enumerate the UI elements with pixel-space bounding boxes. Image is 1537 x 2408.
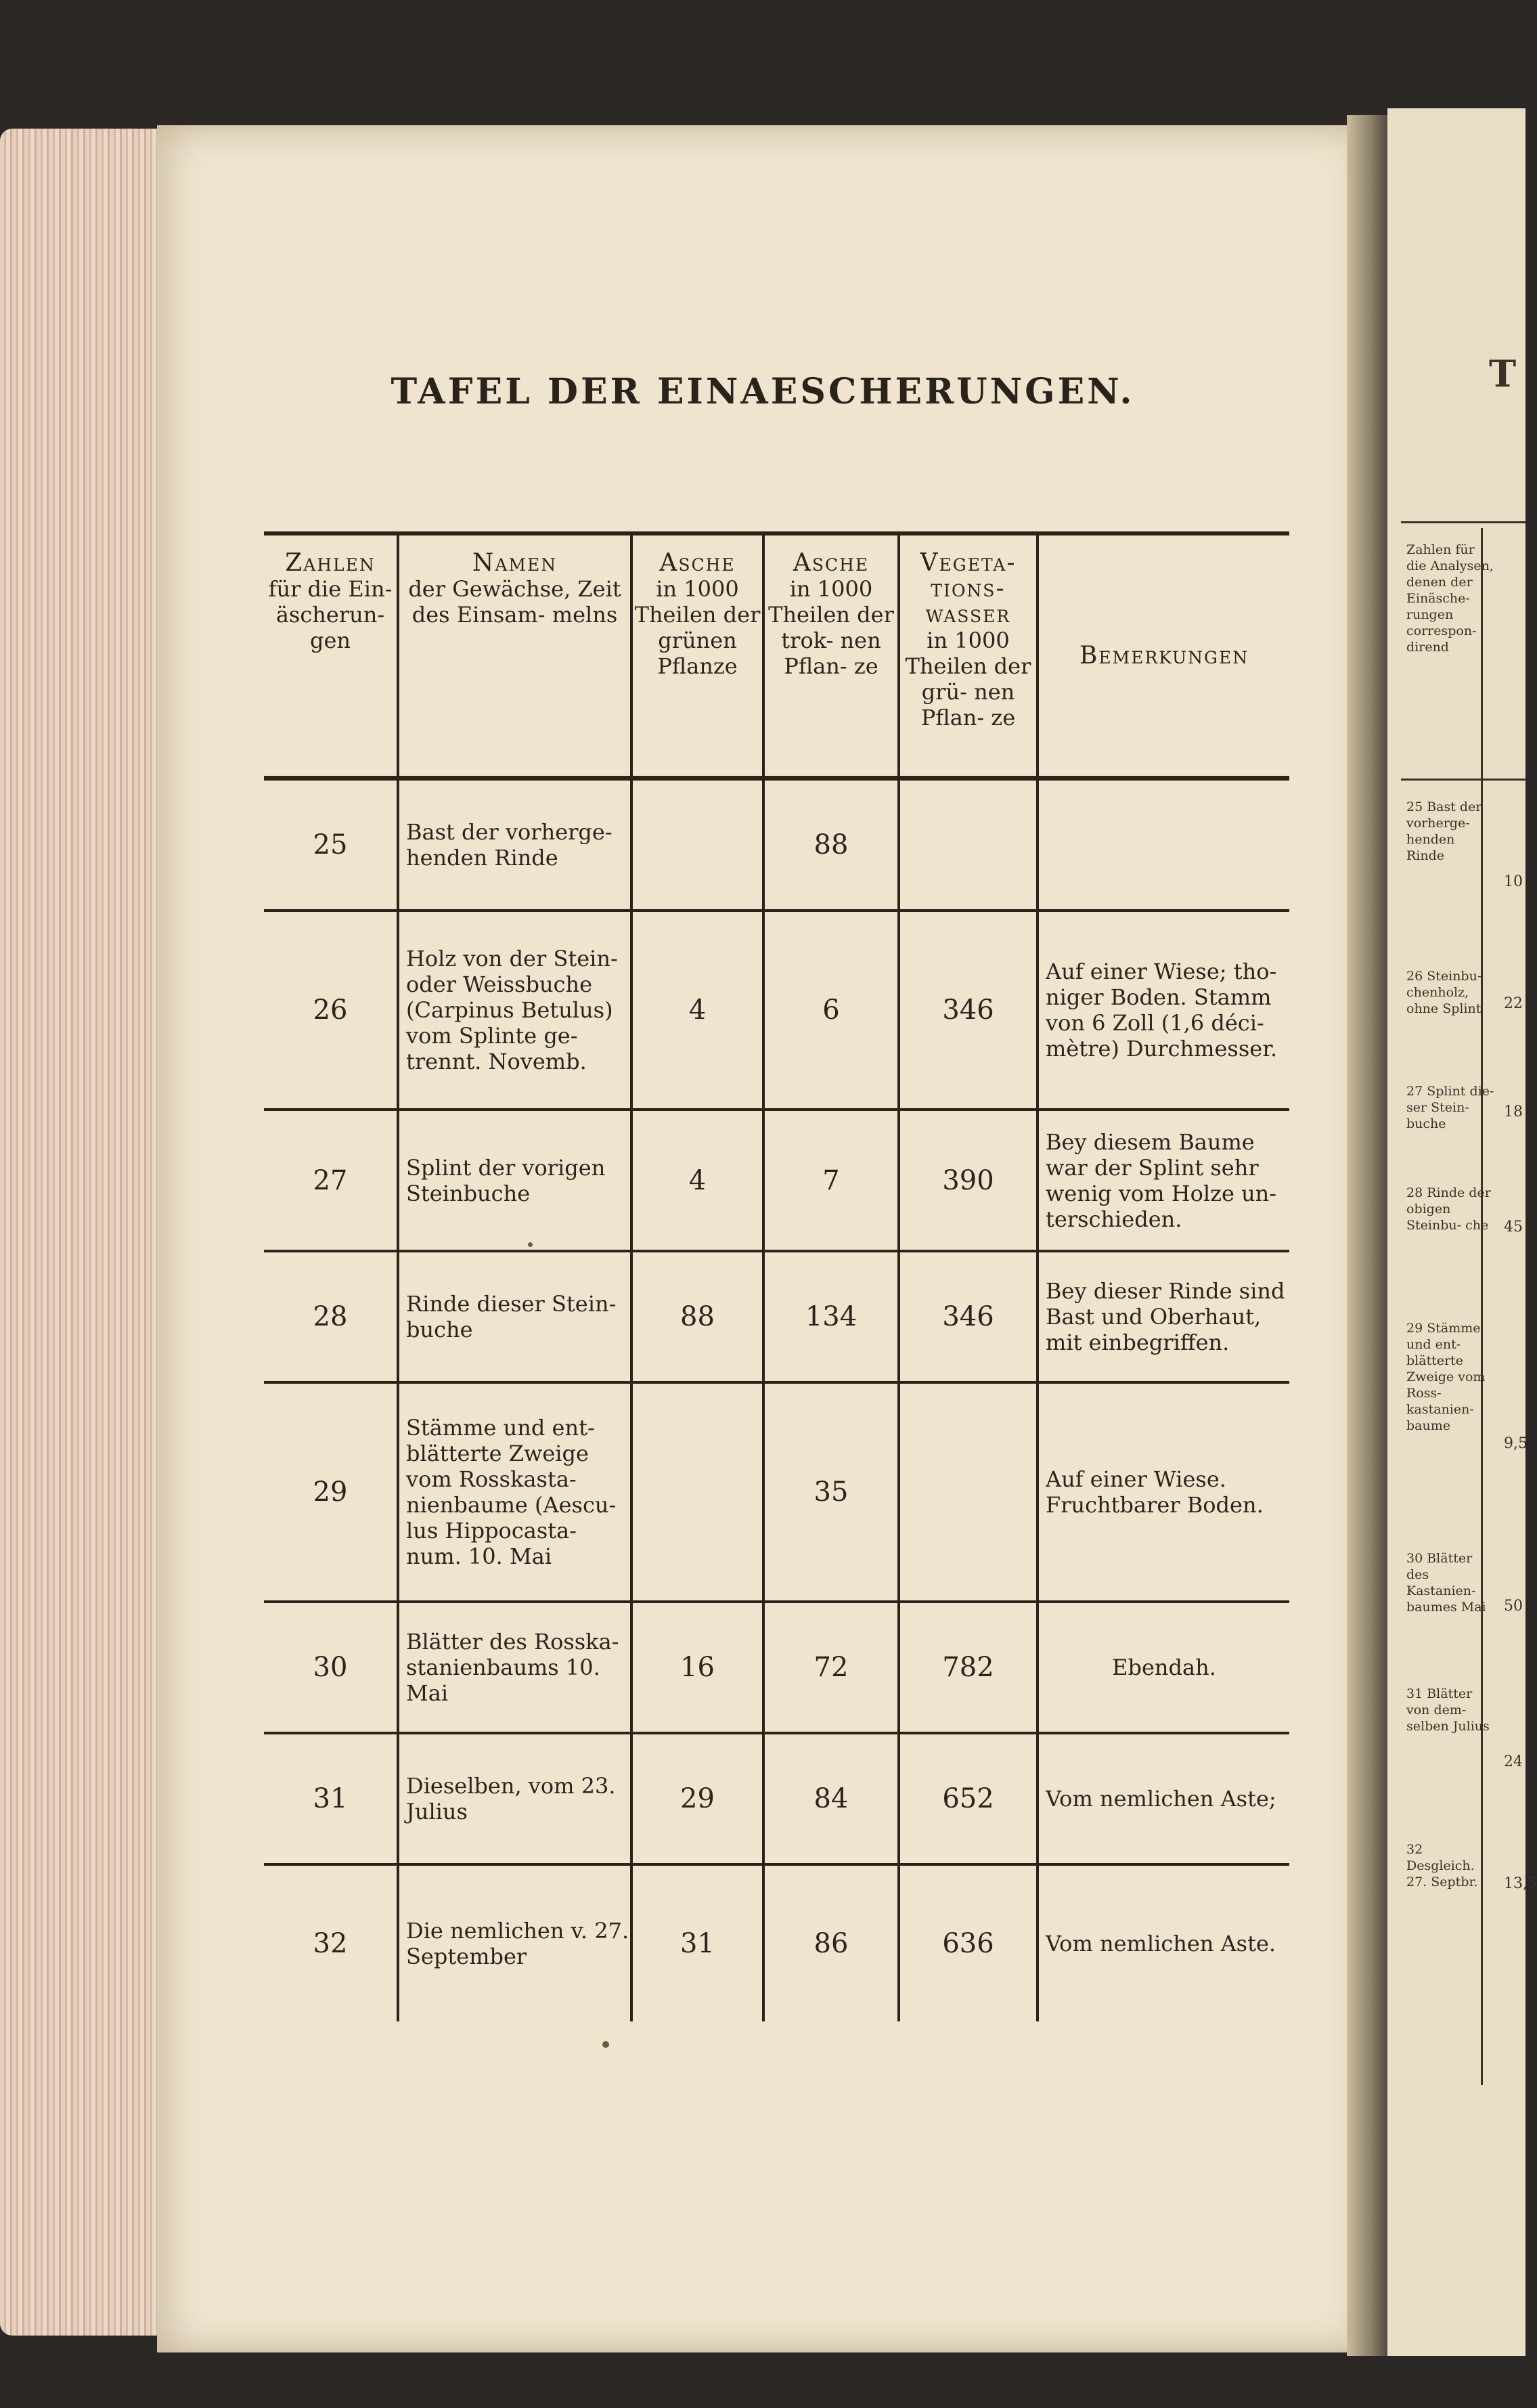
table-row [264, 1252, 1289, 1384]
next-page-fragment [1387, 108, 1537, 2356]
next-page-value: 24 [1504, 1753, 1523, 1770]
header-zahlen-sub: für die Ein- äscherun- gen [268, 576, 393, 653]
row-number: 30 [264, 1603, 399, 1732]
row-number: 26 [264, 912, 399, 1108]
table-row [264, 912, 1289, 1111]
row-ash-dry: 88 [765, 781, 900, 909]
row-remark [1039, 781, 1289, 909]
next-page-item: 29 Stämme und ent- blätterte Zweige vom Ross- kastanien- baume [1406, 1321, 1486, 1433]
row-remark: Bey diesem Baume war der Splint sehr wenig vom Holze un- terschieden. [1046, 1129, 1277, 1232]
row-name: Holz von der Stein- oder Weissbuche (Carpinus Betulus) vom Splinte ge- trennt. Novemb. [399, 912, 633, 1108]
row-ash-dry: 134 [765, 1252, 900, 1381]
table-row [264, 1866, 1289, 2021]
next-page-value: 45 [1504, 1219, 1523, 1235]
row-remark: Ebendah. [1112, 1655, 1216, 1680]
next-page-item: 31 Blätter von dem- selben Julius [1406, 1686, 1490, 1734]
row-vegetation-water: 652 [900, 1734, 1039, 1863]
next-page-heading: T [1489, 352, 1517, 395]
row-number: 29 [264, 1384, 399, 1600]
row-ash-green: 16 [633, 1603, 765, 1732]
next-page-value: 13,5 [1504, 1875, 1537, 1892]
next-page-value: 18 [1504, 1103, 1523, 1120]
row-name: Blätter des Rosska- stanienbaums 10. Mai [399, 1603, 633, 1732]
row-ash-green: 88 [633, 1252, 765, 1381]
row-vegetation-water [900, 1384, 1039, 1600]
row-ash-green: 31 [633, 1866, 765, 2021]
header-zahlen-title: Zahlen [285, 549, 376, 577]
row-name: Dieselben, vom 23. Julius [399, 1734, 633, 1863]
ink-speck [528, 1242, 533, 1247]
row-name: Bast der vorherge- henden Rinde [399, 781, 633, 909]
row-vegetation-water: 390 [900, 1111, 1039, 1250]
header-namen [399, 535, 633, 776]
header-zahlen [264, 535, 399, 776]
next-page-value: 50 [1504, 1598, 1523, 1615]
row-name: Stämme und ent- blätterte Zweige vom Rosskasta- nienbaume (Aescu- lus Hippocasta- num. 10. Mai [399, 1384, 633, 1600]
next-page-item: 27 Splint die- ser Stein- buche [1406, 1084, 1494, 1131]
table-header [264, 535, 1289, 781]
row-name: Rinde dieser Stein- buche [399, 1252, 633, 1381]
row-ash-green: 4 [633, 1111, 765, 1250]
ash-table [264, 531, 1289, 2021]
table-row [264, 1734, 1289, 1866]
table-row [264, 1111, 1289, 1252]
row-number: 28 [264, 1252, 399, 1381]
row-name: Die nemlichen v. 27. September [399, 1866, 633, 2021]
header-namen-title: Namen [472, 549, 558, 577]
next-page-item: 28 Rinde der obigen Steinbu- che [1406, 1185, 1491, 1233]
row-ash-green: 4 [633, 912, 765, 1108]
row-remark: Auf einer Wiese; tho- niger Boden. Stamm von 6 Zoll (1,6 déci- mètre) Durchmesser. [1046, 959, 1278, 1061]
next-page-value: 10 [1504, 873, 1523, 890]
header-asche-gruen [633, 535, 765, 776]
page-title: TAFEL DER EINAESCHERUNGEN. [391, 371, 1135, 412]
next-page-item: 32 Desgleich. 27. Septbr. [1406, 1842, 1478, 1889]
table-row [264, 1384, 1289, 1603]
row-ash-dry: 35 [765, 1384, 900, 1600]
header-asche-trocken [765, 535, 900, 776]
row-ash-dry: 84 [765, 1734, 900, 1863]
row-vegetation-water [900, 781, 1039, 909]
row-number: 31 [264, 1734, 399, 1863]
header-asche-gruen-sub: in 1000 Theilen der grünen Pflanze [634, 576, 761, 679]
row-ash-dry: 7 [765, 1111, 900, 1250]
next-page-value: 22 [1504, 995, 1523, 1012]
row-number: 32 [264, 1866, 399, 2021]
next-page-item: 25 Bast der vorherge- henden Rinde [1406, 800, 1482, 863]
page-edges [0, 129, 162, 2336]
row-ash-green [633, 1384, 765, 1600]
next-page-item: 26 Steinbu- chenholz, ohne Splint [1406, 969, 1482, 1016]
header-vegetationswasser [900, 535, 1039, 776]
row-remark: Auf einer Wiese. Fruchtbarer Boden. [1046, 1466, 1264, 1518]
header-bemerkungen-title: Bemerkungen [1079, 641, 1249, 670]
row-vegetation-water: 636 [900, 1866, 1039, 2021]
header-namen-sub: der Gewächse, Zeit des Einsam- melns [408, 576, 621, 628]
row-vegetation-water: 346 [900, 912, 1039, 1108]
row-number: 25 [264, 781, 399, 909]
table-row [264, 1603, 1289, 1734]
header-asche-gruen-title: Asche [659, 549, 736, 577]
row-remark: Bey dieser Rinde sind Bast und Oberhaut, mit einbegriffen. [1046, 1278, 1285, 1355]
row-name: Splint der vorigen Steinbuche [399, 1111, 633, 1250]
table-row [264, 781, 1289, 912]
row-vegetation-water: 346 [900, 1252, 1039, 1381]
row-ash-green: 29 [633, 1734, 765, 1863]
header-bemerkungen [1039, 535, 1289, 776]
row-vegetation-water: 782 [900, 1603, 1039, 1732]
header-veg-title: Vegeta- tions- wasser [920, 549, 1017, 628]
next-page-item: 30 Blätter des Kastanien- baumes Mai [1406, 1551, 1486, 1615]
next-page-value: 9,5 [1504, 1435, 1528, 1452]
header-asche-trocken-sub: in 1000 Theilen der trok- nen Pflan- ze [768, 576, 894, 679]
row-ash-green [633, 781, 765, 909]
header-asche-trocken-title: Asche [793, 549, 870, 577]
next-page-rule [1401, 779, 1525, 781]
row-remark: Vom nemlichen Aste. [1046, 1931, 1276, 1956]
row-number: 27 [264, 1111, 399, 1250]
next-page-rule [1401, 521, 1525, 523]
row-remark: Vom nemlichen Aste; [1046, 1786, 1276, 1812]
row-ash-dry: 86 [765, 1866, 900, 2021]
row-ash-dry: 72 [765, 1603, 900, 1732]
header-veg-sub: in 1000 Theilen der grü- nen Pflan- ze [905, 628, 1031, 730]
ink-speck [602, 2041, 609, 2048]
next-page-header: Zahlen für die Analysen, denen der Einäsche- rungen correspon- dirend [1406, 542, 1494, 655]
row-ash-dry: 6 [765, 912, 900, 1108]
